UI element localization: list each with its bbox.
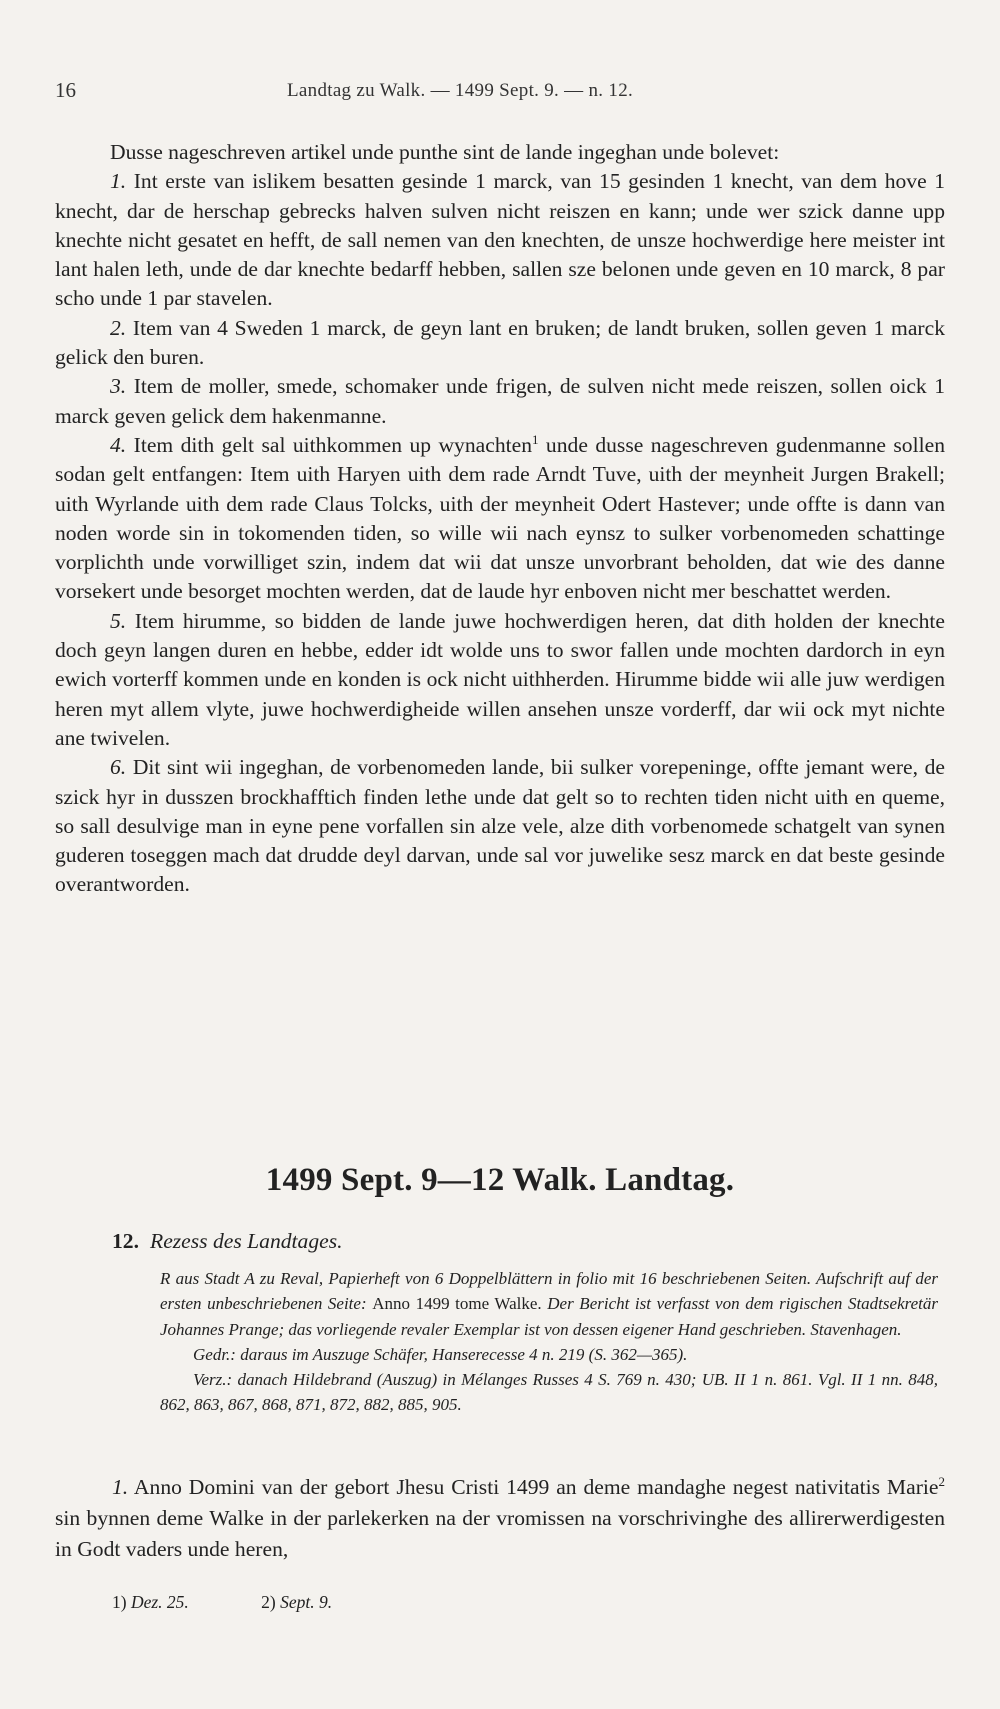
footnote-text: Dez. 25. [130,1592,189,1612]
footnote-ref[interactable]: 2 [938,1473,945,1489]
recess-paragraph-1 [55,1472,945,1565]
article-number: 3. [110,374,127,399]
article-6 [55,753,945,899]
article-text: Item de moller, smede, schomaker unde frigen, de sulven nicht mede reiszen, sollen oick 1 marck geven gelick dem hakenmanne. [55,374,945,428]
articles-intro: Dusse nageschreven artikel unde punthe sint de lande ingeghan unde bolevet: [110,140,780,164]
paragraph-text: sin bynnen deme Walke in der parlekerken na der vromissen na vorschrivinghe des allirerwerdigesten in Godt vaders unde heren, [55,1506,945,1561]
article-4 [55,431,945,607]
article-text: Int erste van islikem besatten gesinde 1 marck, van 15 gesinden 1 knecht, van dem hove 1 knecht, dar de herschap gebrecks halven sulven nicht reiszen en kann; unde wer szick danne upp knechte nicht gesatet en hefft, de sall nemen van den knechten, de unsze hochwerdige here meister int lant halen leth, unde de dar knechte bedarff hebben, sallen sze belonen unde geven en 10 marck, 8 par scho unde 1 par stavelen. [55,169,945,311]
page-number: 16 [55,78,76,102]
article-2 [55,314,945,373]
document-number: 12. [112,1229,139,1253]
article-1 [55,167,945,313]
printed-edition: Gedr.: daraus im Auszuge Schäfer, Hanserecesse 4 n. 219 (S. 362—365). [193,1344,688,1364]
source-text: aus Stadt A zu Reval, Papierheft von 6 Doppelblättern in folio mit 16 beschriebenen Seiten. Aufschrift auf der ersten unbeschriebenen Seite: [160,1269,938,1314]
paragraph-number: 1. [112,1475,129,1499]
article-text: unde dusse nageschreven gudenmanne sollen sodan gelt entfangen: Item uith Haryen uith dem rade Arndt Tuve, uith der meynheit Jurgen Brakell; uith Wyrlande uith dem rade Claus Tolcks, uith der meynheit Odert Hastever; unde offte is dann van noden worde sin in tokomenden tiden, so wille wii nach eynsz to sulker vorbenomeden schattinge vorplichth unde vorwilliget szin, indem dat wii dat unsze unvorbrant beholden, dat wie des danne vorsekert unde besorget mochten werden, dat de laude hyr enboven nicht mer beschattet werden. [55,432,945,604]
paragraph-text: Anno Domini van der gebort Jhesu Cristi 1499 an deme mandaghe negest nativitatis Marie [133,1475,939,1499]
source-paragraph [160,1266,938,1342]
article-number: 1. [110,169,127,194]
article-text: Dit sint wii ingeghan, de vorbenomeden lande, bii sulker vorepeninge, offte jemant were, de szick hyr in dusszen brockhafftich finden lethe unde dat gelt so to rechten tiden nicht uith en queme, so sall desulvige man in eyne pene vorfallen sin alze vele, alze dith vorbenomede schatgelt van synen guderen toseggen mach dat drudde deyl darvan, unde sal vor juwelike sesz marck en dat beste gesinde overantworden. [55,755,945,897]
section-heading: 1499 Sept. 9—12 Walk. Landtag. [265,1162,735,1198]
article-number: 2. [110,315,127,340]
footnote-ref[interactable]: 1 [532,431,539,447]
recess-text [55,1472,945,1565]
registered-in: Verz.: danach Hildebrand (Auszug) in Mélanges Russes 4 S. 769 n. 430; UB. II 1 n. 861. Vgl. II 1 nn. 848, 862, 863, 867, 868, 871, 872, 882, 885, 905. [160,1370,938,1415]
footnote [261,1592,332,1613]
footnotes [112,1592,932,1613]
source-text: Der Bericht ist verfasst von dem rigischen Stadtsekretär Johannes Prange; das vorliegende revaler Exemplar ist von dessen eigener Hand geschrieben. Stavenhagen. [160,1294,938,1339]
source-inscription: Anno 1499 tome Walke. [372,1294,542,1314]
source-description [160,1266,938,1418]
footnote-marker: 1) [112,1592,127,1612]
article-number: 4. [110,432,127,457]
article-number: 6. [110,755,127,780]
footnote-marker: 2) [261,1592,276,1612]
running-title: Landtag zu Walk. — 1499 Sept. 9. — n. 12. [287,80,634,101]
footnote-text: Sept. 9. [280,1592,333,1612]
article-text: Item hirumme, so bidden de lande juwe hochwerdigen heren, dat dith holden der knechte doch geyn langen duren en hebbe, edder idt wolde uns to swor fallen unde mochten dardorch in eyn ewich vorterff kommen unde en konden is ock nicht uithherden. Hirumme bidde wii alle juw werdigen heren myt allem vlyte, juwe hochwerdigheide willen ansehen unsze vorderff, dar wii ock myt nichte ane twivelen. [55,608,945,750]
article-3 [55,372,945,431]
document-title: Rezess des Landtages. [150,1229,343,1253]
footnote [112,1592,189,1613]
article-text: Item van 4 Sweden 1 marck, de geyn lant en bruken; de landt bruken, sollen geven 1 marck gelick den buren. [55,315,945,370]
article-number: 5. [110,608,127,633]
articles-text [55,138,945,900]
article-5 [55,607,945,753]
source-siglum: R [160,1269,171,1288]
article-text: Item dith gelt sal uithkommen up wynachten [133,432,532,457]
